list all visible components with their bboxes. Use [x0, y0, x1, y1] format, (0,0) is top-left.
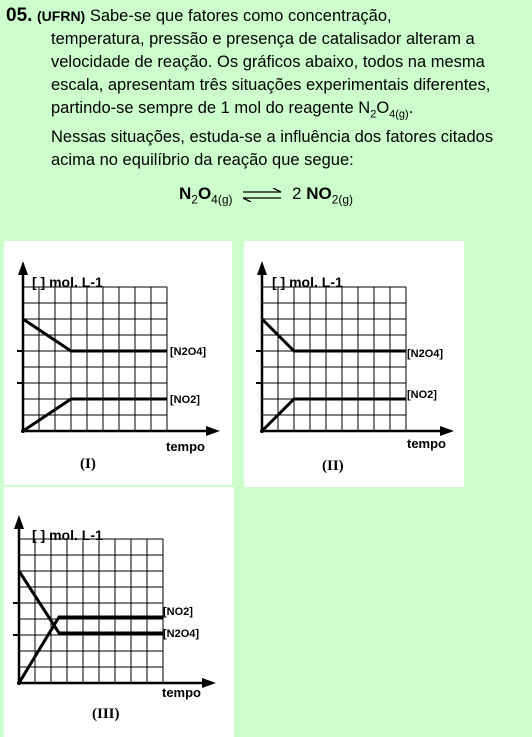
question-text-line-4: escala, apresentam três situações experimentais diferentes,: [51, 76, 491, 94]
question-text-line-6: Nessas situações, estuda-se a influência dos fatores citados: [51, 128, 494, 147]
graph-1-x-axis-label: tempo: [166, 439, 205, 454]
question-text-line-5: partindo-se sempre de 1 mol do reagente N: [51, 99, 371, 117]
question-line-1: [6, 4, 528, 28]
formula-state-subscript: 4(g): [389, 108, 409, 121]
graph-3-top-series-label: [NO2]: [163, 606, 193, 618]
graph-1-y-axis-label: [ ] mol. L-1: [32, 274, 103, 290]
graph-1-gridlines: [23, 287, 167, 431]
graph-2-x-arrow-icon: [440, 426, 454, 436]
reactant-n: N: [178, 184, 192, 203]
graph-3-axes: [17, 525, 204, 685]
graph-3-x-arrow-icon: [202, 678, 216, 688]
reactant-subscript-1: 2: [191, 192, 198, 207]
graph-3-svg: [4, 487, 234, 737]
graph-1-y-arrow-icon: [18, 261, 28, 275]
question-text-line-3: velocidade de reação. Os gráficos abaixo, todos na mesma: [51, 53, 485, 71]
graph-1-x-arrow-icon: [206, 426, 220, 436]
equilibrium-arrow-icon: [241, 188, 283, 202]
graph-1-bottom-series-label: [NO2]: [170, 394, 200, 406]
product-subscript: 2(g): [331, 192, 354, 207]
graph-2-x-axis-label: tempo: [407, 436, 446, 451]
line-end-period: .: [408, 99, 414, 117]
graph-2-svg: [244, 241, 464, 487]
graph-3-bottom-series-label: [N2O4]: [163, 628, 200, 640]
chemical-equation: [0, 184, 532, 206]
graph-2-y-arrow-icon: [257, 261, 267, 275]
formula-subscript: 2: [370, 108, 377, 121]
question-text-line-2: temperatura, pressão e presença de catalisador alteram a: [51, 30, 475, 48]
graph-2-panel: [244, 241, 464, 487]
graph-3-series-n2o4: [19, 571, 163, 633]
graph-1-top-series-label: [N2O4]: [170, 346, 207, 358]
graph-3-x-axis-label: tempo: [162, 685, 201, 700]
product-coefficient: 2: [291, 184, 302, 203]
graph-1-svg: [4, 241, 232, 485]
graph-3-panel: [4, 487, 234, 737]
question-text-line-7: acima no equilíbrio da reação que segue:: [51, 151, 354, 170]
graph-1-panel: [4, 241, 232, 485]
graph-3-y-arrow-icon: [14, 515, 24, 529]
product-no: NO: [306, 184, 332, 203]
question-text-line-1: Sabe-se que fatores como concentração,: [89, 7, 392, 25]
graph-2-bottom-series-label: [NO2]: [407, 389, 437, 401]
graph-3-gridlines: [19, 539, 163, 683]
reactant-subscript-2: 4(g): [211, 192, 233, 207]
question-line-5: [6, 97, 528, 126]
graph-2-label: (II): [322, 458, 344, 474]
formula-oxygen: O: [376, 99, 390, 117]
question-number: 05.: [6, 5, 33, 26]
question-text: [6, 4, 528, 172]
graph-2-top-series-label: [N2O4]: [407, 348, 444, 360]
reactant-o: O: [197, 184, 212, 203]
graph-3-label: (III): [92, 706, 120, 722]
graph-3-series-no2: [19, 617, 163, 683]
graph-3-y-axis-label: [ ] mol. L-1: [32, 527, 103, 543]
question-source: (UFRN): [37, 8, 86, 24]
graph-2-y-axis-label: [ ] mol. L-1: [272, 274, 343, 290]
graph-1-label: (I): [80, 456, 96, 472]
